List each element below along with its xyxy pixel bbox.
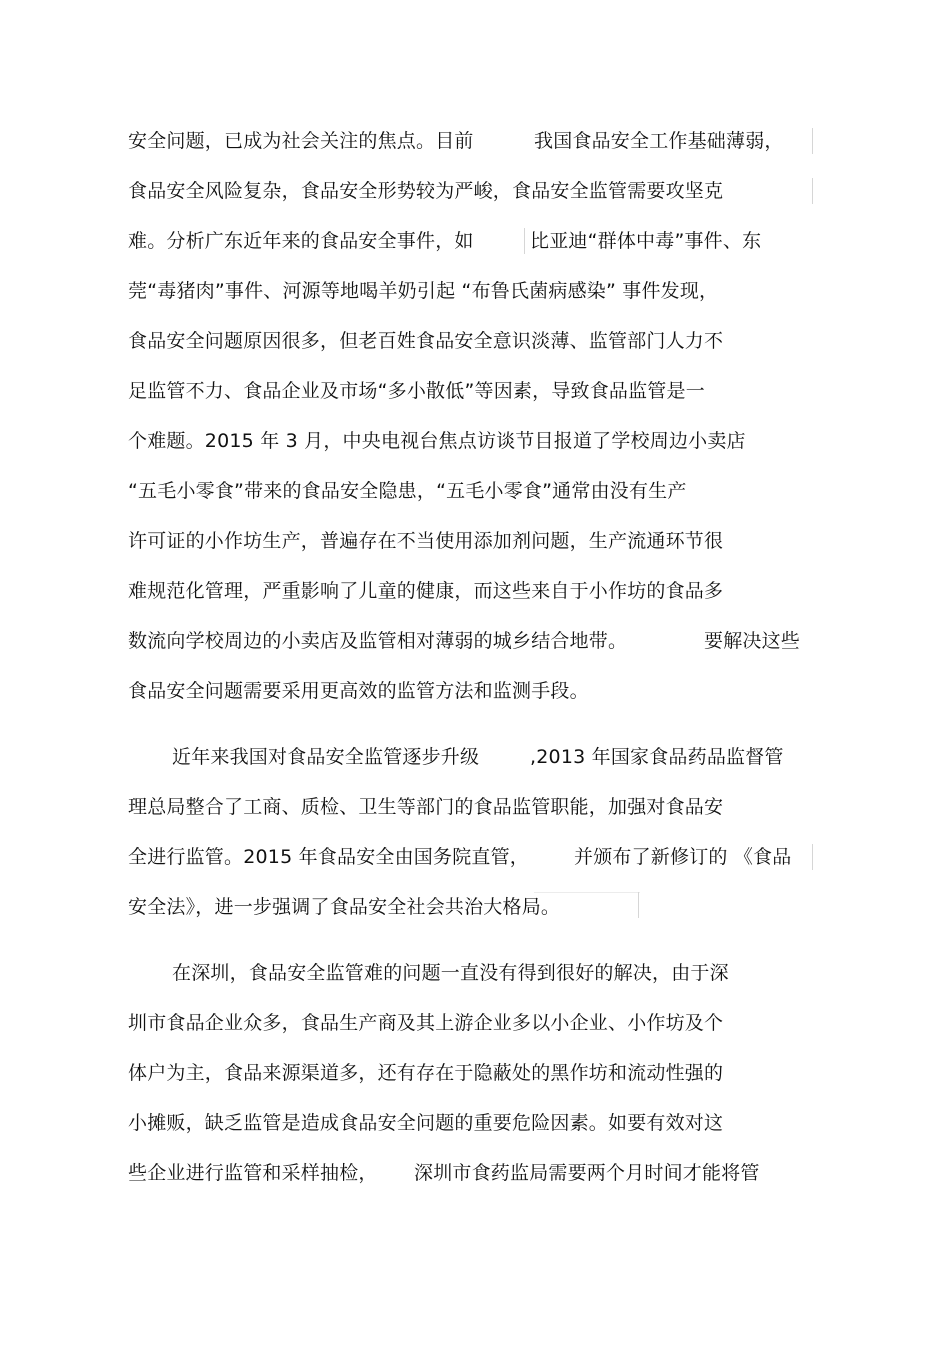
scan-artifact — [638, 892, 639, 918]
text-segment: 莞“毒猪肉”事件、河源等地喝羊奶引起 “布鲁氏菌病感染” 事件发现， — [128, 280, 719, 302]
text-segment: 难规范化管理，严重影响了儿童的健康，而这些来自于小作坊的食品多 — [128, 580, 724, 602]
text-segment: 食品安全问题需要采用更高效的监管方法和监测手段。 — [128, 680, 589, 702]
text-segment: 难。分析广东近年来的食品安全事件，如 — [128, 230, 474, 252]
text-segment: 圳市食品企业众多，食品生产商及其上游企业多以小企业、小作坊及个 — [128, 1012, 724, 1034]
text-segment: 安全问题，已成为社会关注的焦点。目前 — [128, 130, 474, 152]
text-segment: 小摊贩，缺乏监管是造成食品安全问题的重要危险因素。如要有效对这 — [128, 1112, 724, 1134]
text-segment: 深圳市食药监局需要两个月时间才能将管 — [414, 1162, 760, 1184]
scan-artifact — [812, 178, 813, 204]
text-segment: 食品安全问题原因很多，但老百姓食品安全意识淡薄、监管部门人力不 — [128, 330, 724, 352]
text-segment: 理总局整合了工商、质检、卫生等部门的食品监管职能，加强对食品安 — [128, 796, 724, 818]
scan-artifact — [812, 844, 813, 870]
text-segment: “五毛小零食”带来的食品安全隐患，“五毛小零食”通常由没有生产 — [128, 480, 687, 502]
scan-artifact — [534, 892, 640, 893]
text-segment: 体户为主，食品来源渠道多，还有存在于隐蔽处的黑作坊和流动性强的 — [128, 1062, 724, 1084]
text-segment: 些企业进行监管和采样抽检， — [128, 1162, 378, 1184]
text-segment: 数流向学校周边的小卖店及监管相对薄弱的城乡结合地带。 — [128, 630, 628, 652]
text-segment: 安全法》，进一步强调了食品安全社会共治大格局。 — [128, 896, 561, 918]
text-segment: 在深圳，食品安全监管难的问题一直没有得到很好的解决，由于深 — [172, 962, 729, 984]
text-segment: ,2013 年国家食品药品监督管 — [530, 746, 784, 768]
text-segment: 并颁布了新修订的 《食品 — [574, 846, 792, 868]
text-segment: 近年来我国对食品安全监管逐步升级 — [172, 746, 480, 768]
text-segment: 个难题。2015 年 3 月，中央电视台焦点访谈节目报道了学校周边小卖店 — [128, 430, 746, 452]
scan-artifact — [524, 228, 525, 254]
text-segment: 我国食品安全工作基础薄弱， — [534, 130, 784, 152]
text-segment: 足监管不力、食品企业及市场“多小散低”等因素，导致食品监管是一 — [128, 380, 705, 402]
text-segment: 全进行监管。2015 年食品安全由国务院直管， — [128, 846, 529, 868]
text-segment: 许可证的小作坊生产，普遍存在不当使用添加剂问题，生产流通环节很 — [128, 530, 724, 552]
text-segment: 食品安全风险复杂，食品安全形势较为严峻，食品安全监管需要攻坚克 — [128, 180, 724, 202]
text-segment: 要解决这些 — [704, 630, 801, 652]
text-segment: 比亚迪“群体中毒”事件、东 — [530, 230, 762, 252]
scan-artifact — [812, 128, 813, 154]
